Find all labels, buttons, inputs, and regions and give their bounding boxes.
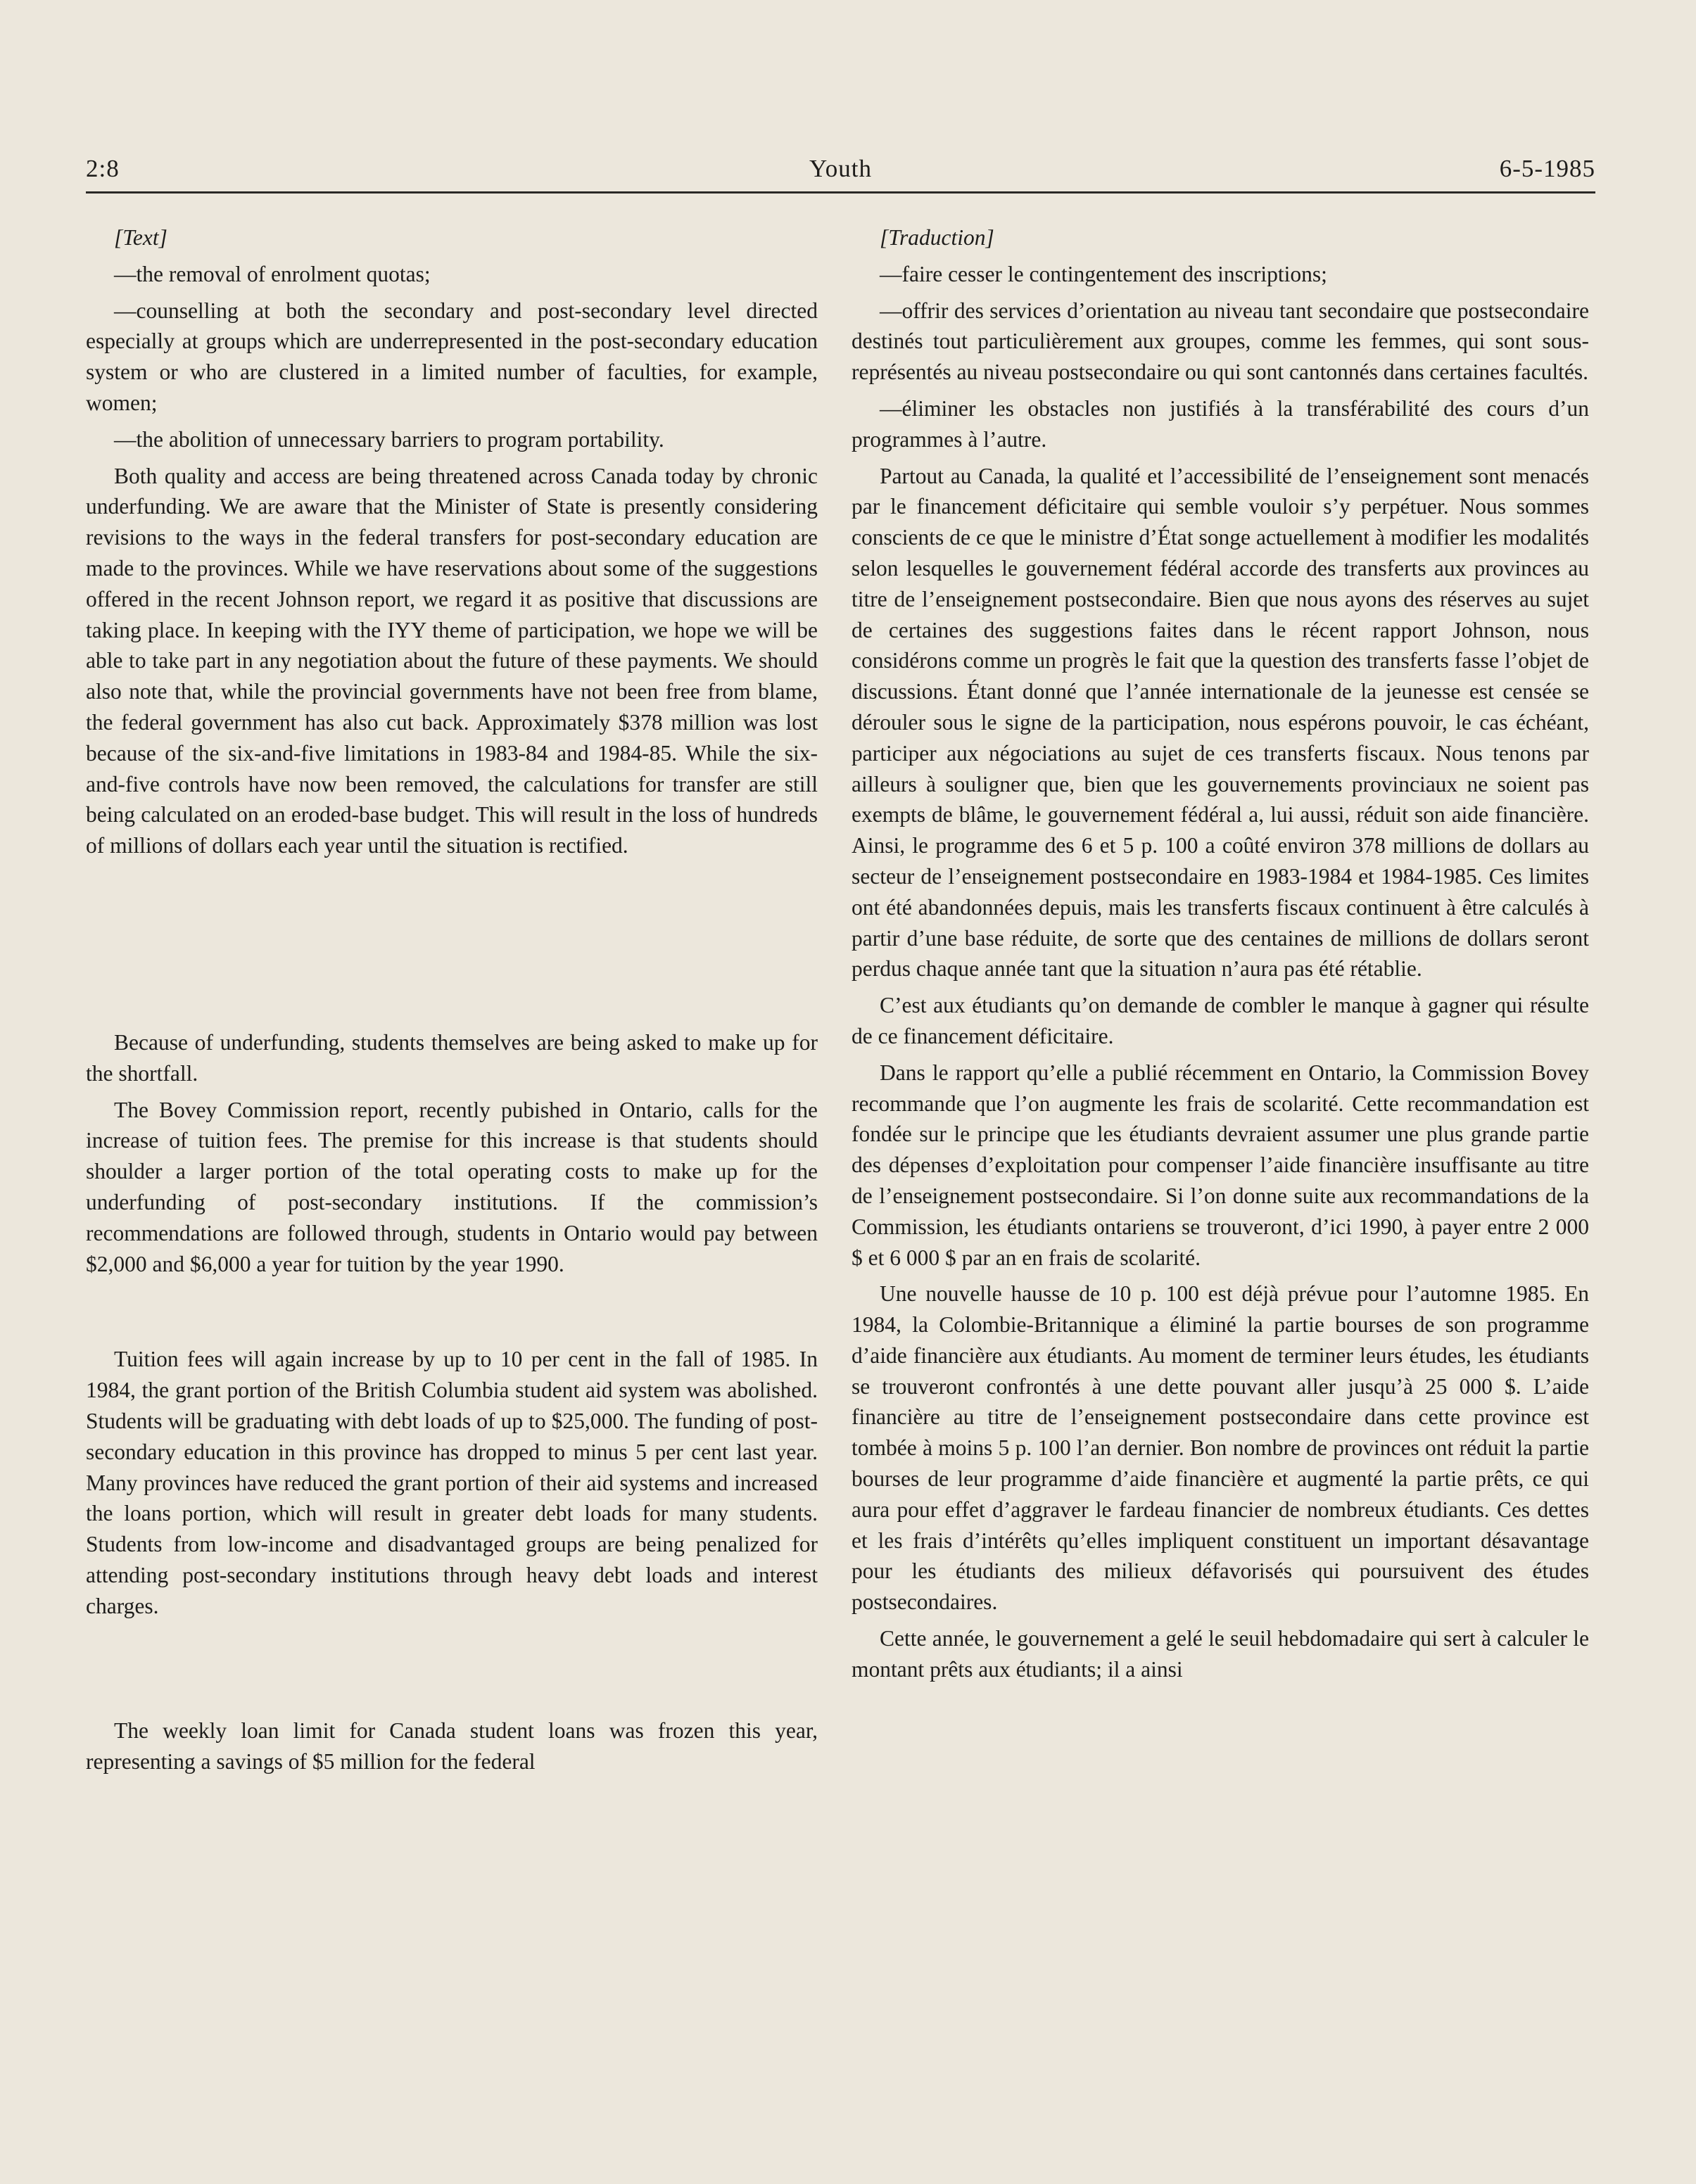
paragraph: The weekly loan limit for Canada student loans was frozen this year, representing a savings of $5 million for the federal [86,1718,818,1775]
english-column [86,222,818,1783]
french-column [852,222,1589,1691]
running-header [86,152,1595,193]
header-date: 6-5-1985 [1499,155,1595,182]
paragraph: The Bovey Commission report, recently pubished in Ontario, calls for the increase of tuition fees. The premise for this increase is that students should shoulder a larger portion of the total operating costs to make up for the underfunding of post-secondary institutions. If the commission’s recommendations are followed through, students in Ontario would pay between $2,000 and $6,000 a year for tuition by the year 1990. [86,1097,818,1276]
column-tag: [Traduction] [880,225,994,250]
list-item: —the removal of enrolment quotas; [114,261,431,286]
paragraph: Both quality and access are being threatened across Canada today by chronic underfunding. We are aware that the Minister of State is presently considering revisions to the ways in the federal transfers for post-secondary education are made to the provinces. While we have reservations about some of the suggestions offered in the recent Johnson report, we regard it as positive that discussions are taking place. In keeping with the IYY theme of participation, we hope we will be able to take part in any negotiation about the future of these payments. We should also note that, while the provincial governments have not been free from blame, the federal government has also cut back. Approximately $378 million was lost because of the six-and-five limitations in 1983-84 and 1984-85. While the six-and-five controls have now been removed, the calculations for transfer are still being calculated on an eroded-base budget. This will result in the loss of hundreds of millions of dollars each year until the situation is rectified. [86,463,818,858]
paragraph: Dans le rapport qu’elle a publié récemment en Ontario, la Commission Bovey recommande que l’on augmente les frais de scolarité. Cette recommandation est fondée sur le principe que les étudiants devraient assumer une plus grande partie des dépenses d’exploitation pour compenser l’aide financière insuffisante au titre de l’enseignement postsecondaire. Si l’on donne suite aux recommandations de la Commission, les étudiants ontariens se trouveront, d’ici 1990, à payer entre 2 000 $ et 6 000 $ par an en frais de scolarité. [852,1060,1589,1270]
paragraph: Cette année, le gouvernement a gelé le seuil hebdomadaire qui sert à calculer le montant prêts aux étudiants; il a ainsi [852,1626,1589,1682]
page-number: 2:8 [86,155,120,182]
paragraph: Tuition fees will again increase by up to 10 per cent in the fall of 1985. In 1984, the grant portion of the British Columbia student aid system was abolished. Students will be graduating with debt loads of up to $25,000. The funding of post-secondary education in this province has dropped to minus 5 per cent last year. Many provinces have reduced the grant portion of their aid systems and increased the loans portion, which will result in greater debt loads for many students. Students from low-income and disadvantaged groups are being penalized for attending post-secondary institutions through heavy debt loads and interest charges. [86,1347,818,1618]
paragraph: Une nouvelle hausse de 10 p. 100 est déjà prévue pour l’automne 1985. En 1984, la Colombie-Britannique a éliminé la partie bourses de son programme d’aide financière aux étudiants. Au moment de terminer leurs études, les étudiants se trouveront confrontés à une dette pouvant aller jusqu’à 25 000 $. L’aide financière au titre de l’enseignement postsecondaire dans cette province est tombée à moins 5 p. 100 l’an dernier. Bon nombre de provinces ont réduit la partie bourses de leur programme d’aide financière et augmenté la partie prêts, ce qui aura pour effet d’aggraver le fardeau financier de nombreux étudiants. Ces dettes et les frais d’intérêts qu’elles impliquent constituent un important désavantage pour les étudiants des milieux défavorisés qui poursuivent des études postsecondaires. [852,1281,1589,1615]
header-title: Youth [809,155,872,182]
paragraph: Partout au Canada, la qualité et l’accessibilité de l’enseignement sont menacés par le financement déficitaire qui semble vouloir s’y perpétuer. Nous sommes conscients de ce que le ministre d’État songe actuellement à modifier les modalités selon lesquelles le gouvernement fédéral accorde des transferts aux provinces au titre de l’enseignement postsecondaire. Bien que nous ayons des réserves au sujet de certaines des suggestions faites dans le récent rapport Johnson, nous considérons comme un progrès le fait que la question des transferts fasse l’objet de discussions. Étant donné que l’année internationale de la jeunesse est censée se dérouler sous le signe de la participation, nous espérons pouvoir, le cas échéant, participer aux négociations au sujet de ces transferts fiscaux. Nous tenons par ailleurs à souligner que, bien que les gouvernements provinciaux ne soient pas exempts de blâme, le gouvernement fédéral a, lui aussi, réduit son aide financière. Ainsi, le programme des 6 et 5 p. 100 a coûté environ 378 millions de dollars au secteur de l’enseignement postsecondaire en 1983-1984 et 1984-1985. Ces limites ont été abandonnées depuis, mais les transferts fiscaux continuent à être calculés à partir d’une base réduite, de sorte que des centaines de millions de dollars seront perdus chaque année tant que la situation n’aura pas été rétablie. [852,463,1589,982]
paragraph: Because of underfunding, students themselves are being asked to make up for the shortfall. [86,1029,818,1086]
list-item: —faire cesser le contingentement des inscriptions; [880,261,1327,286]
list-item: —offrir des services d’orientation au niveau tant secondaire que postsecondaire destinés tout particulièrement aux groupes, comme les femmes, qui sont sous-représentés au niveau postsecondaire ou qui sont cantonnés dans certaines facultés. [852,298,1589,385]
paragraph: C’est aux étudiants qu’on demande de combler le manque à gagner qui résulte de ce financement déficitaire. [852,993,1589,1048]
list-item: —éliminer les obstacles non justifiés à la transférabilité des cours d’un programmes à l’autre. [852,395,1589,452]
column-tag: [Text] [114,225,167,250]
list-item: —the abolition of unnecessary barriers to program portability. [114,426,664,452]
list-item: —counselling at both the secondary and post-secondary level directed especially at groups which are underrepresented in the post-secondary education system or who are clustered in a limited number of faculties, for example, women; [86,298,818,415]
